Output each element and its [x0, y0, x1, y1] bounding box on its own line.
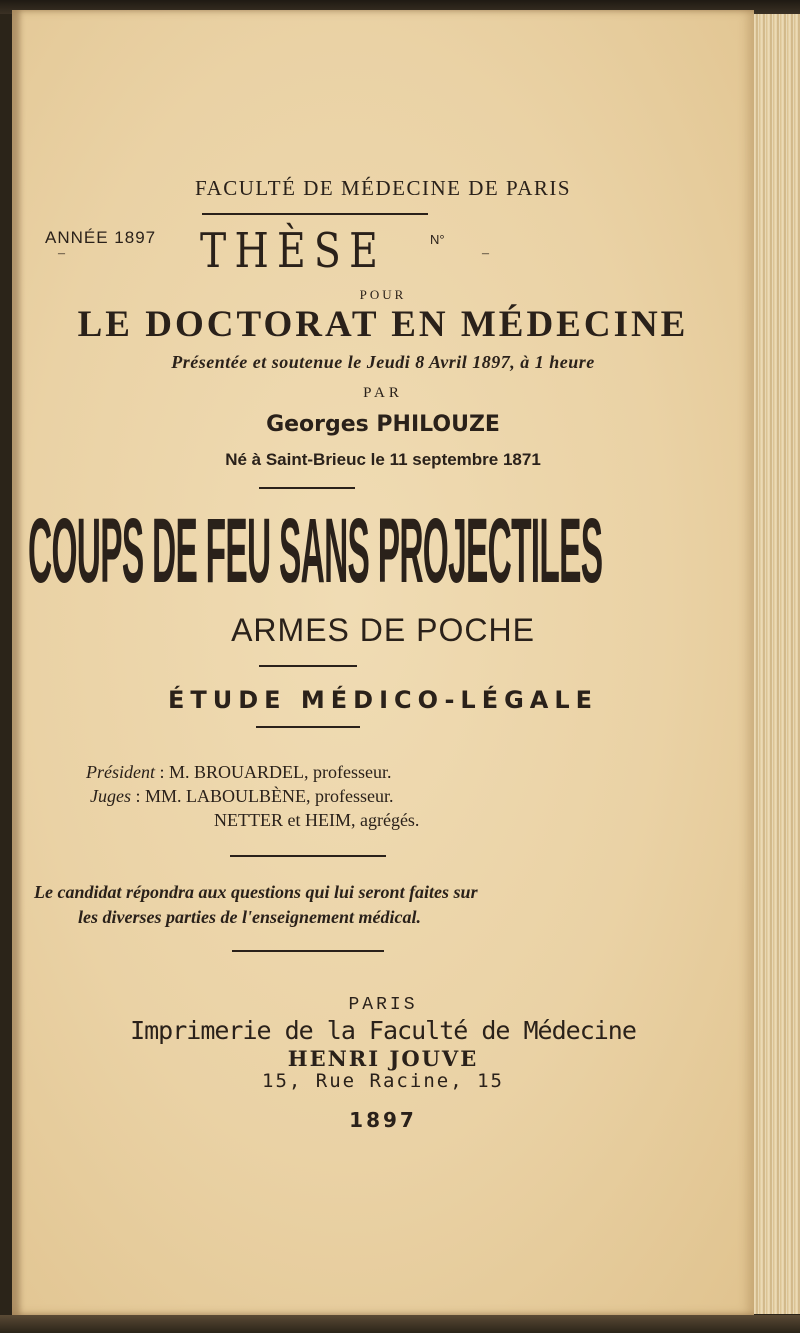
- year-label: ANNÉE 1897: [45, 228, 157, 247]
- dash-mark: –: [58, 246, 65, 261]
- degree-heading: LE DOCTORAT EN MÉDECINE: [77, 304, 689, 345]
- imprint-year: 1897: [349, 1108, 417, 1132]
- thesis-main-title: COUPS DE FEU SANS PROJECTILES: [28, 500, 603, 602]
- these-title: THÈSE: [200, 223, 387, 279]
- imprint-publisher: HENRI JOUVE: [287, 1046, 479, 1071]
- dash-mark: –: [482, 246, 489, 261]
- imprint-printer: Imprimerie de la Faculté de Médecine: [130, 1016, 636, 1045]
- jury-role: Juges: [90, 786, 131, 806]
- thesis-subtitle: ARMES DE POCHE: [231, 612, 535, 648]
- jury-agreges: NETTER et HEIM, agrégés.: [214, 810, 420, 830]
- imprint-city: PARIS: [348, 995, 418, 1015]
- author-name: Georges PHILOUZE: [266, 412, 500, 437]
- jury-member: : M. BROUARDEL, professeur.: [155, 762, 392, 782]
- title-page: [12, 10, 754, 1315]
- defense-date: Présentée et soutenue le Jeudi 8 Avril 1897, à 1 heure: [171, 352, 595, 372]
- par-label: PAR: [363, 385, 403, 401]
- divider-rule: [230, 855, 386, 857]
- jury-member: : MM. LABOULBÈNE, professeur.: [130, 786, 394, 806]
- jury-president: [86, 762, 392, 783]
- divider-rule: [256, 726, 360, 728]
- book-bottom-edge: [0, 1315, 800, 1333]
- imprint-address: 15, Rue Racine, 15: [262, 1070, 504, 1092]
- page-edges: [752, 14, 800, 1314]
- study-type: ÉTUDE MÉDICO-LÉGALE: [167, 686, 599, 714]
- candidate-note-line: Le candidat répondra aux questions qui lui seront faites sur: [34, 882, 478, 902]
- number-label: N°: [430, 232, 445, 247]
- author-birth: Né à Saint-Brieuc le 11 septembre 1871: [225, 450, 541, 469]
- divider-rule: [232, 950, 384, 952]
- jury-role: Président: [86, 762, 155, 782]
- divider-rule: [259, 487, 355, 489]
- divider-rule: [202, 213, 428, 215]
- jury-judges: [90, 786, 393, 807]
- divider-rule: [259, 665, 357, 667]
- faculty-heading: FACULTÉ DE MÉDECINE DE PARIS: [194, 176, 572, 200]
- candidate-note-line: les diverses parties de l'enseignement médical.: [78, 907, 421, 927]
- pour-label: POUR: [359, 287, 407, 302]
